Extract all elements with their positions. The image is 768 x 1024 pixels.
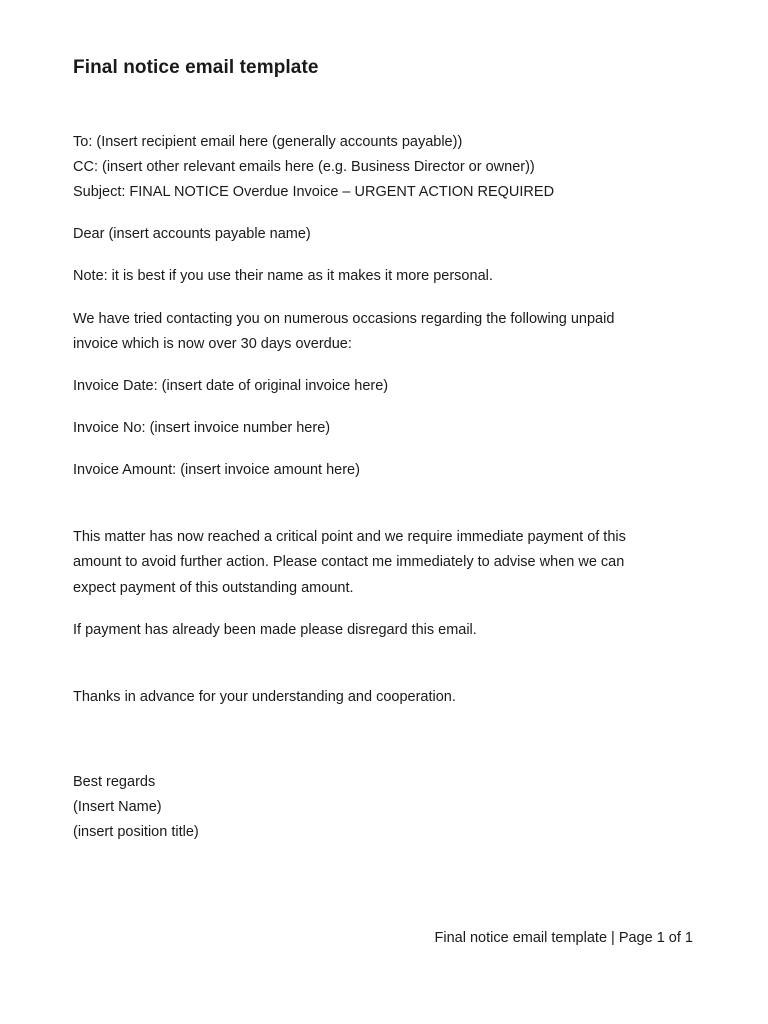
disregard-line: If payment has already been made please disregard this email. [73,622,477,638]
greeting-line: Dear (insert accounts payable name) [73,226,311,242]
signoff-position: (insert position title) [73,824,199,840]
note-line: Note: it is best if you use their name as it makes it more personal. [73,268,493,284]
critical-line: expect payment of this outstanding amount. [73,580,354,596]
signoff-closing: Best regards [73,774,156,790]
critical-line: This matter has now reached a critical point and we require immediate payment of this [73,529,626,545]
signoff-name: (Insert Name) [73,799,162,815]
invoice-amount-line: Invoice Amount: (insert invoice amount here) [73,462,360,478]
cc-line: CC: (insert other relevant emails here (e.g. Business Director or owner)) [73,159,535,175]
to-line: To: (Insert recipient email here (generally accounts payable)) [73,134,463,150]
page-footer: Final notice email template | Page 1 of 1 [434,930,693,946]
invoice-date-line: Invoice Date: (insert date of original invoice here) [73,378,389,394]
thanks-line: Thanks in advance for your understanding and cooperation. [73,689,456,705]
critical-line: amount to avoid further action. Please contact me immediately to advise when we can [73,554,625,570]
intro-line: invoice which is now over 30 days overdue: [73,336,352,352]
document-title: Final notice email template [73,57,319,78]
intro-line: We have tried contacting you on numerous occasions regarding the following unpaid [73,311,615,327]
subject-line: Subject: FINAL NOTICE Overdue Invoice – URGENT ACTION REQUIRED [73,184,555,200]
invoice-number-line: Invoice No: (insert invoice number here) [73,420,331,436]
